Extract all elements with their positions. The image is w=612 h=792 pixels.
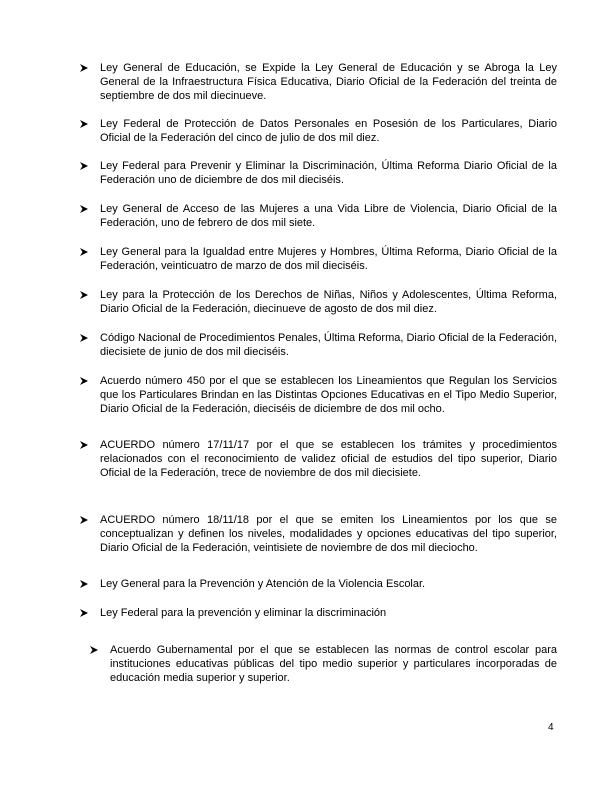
arrowhead-bullet-icon (80, 374, 92, 388)
list-item (80, 438, 557, 480)
list-item-text: Ley General de Educación, se Expide la Ley General de Educación y se Abroga la Ley General de la Infraestructura Física Educativa, Diario Oficial de la Federación del treinta de septiembre de dos mil diecinueve. (100, 62, 557, 102)
arrowhead-bullet-icon (80, 202, 92, 216)
list-item (90, 643, 557, 685)
page-number: 4 (548, 722, 554, 733)
list-item-text: Ley para la Protección de los Derechos de Niñas, Niños y Adolescentes, Última Reforma, Diario Oficial de la Federación, diecinueve de agosto de dos mil diez. (100, 289, 557, 315)
arrowhead-bullet-icon (80, 606, 92, 620)
list-item-text: Ley Federal para Prevenir y Eliminar la Discriminación, Última Reforma Diario Oficial de la Federación uno de diciembre de dos mil dieciséis. (100, 160, 557, 186)
list-item (80, 606, 557, 620)
list-item-text: ACUERDO número 17/11/17 por el que se establecen los trámites y procedimientos relacionados con el reconocimiento de validez oficial de estudios del tipo superior, Diario Oficial de la Federación, trece de noviembre de dos mil diecisiete. (100, 439, 557, 479)
arrowhead-bullet-icon (80, 438, 92, 452)
list-item (80, 331, 557, 359)
list-item-text: Acuerdo Gubernamental por el que se establecen las normas de control escolar para instituciones educativas públicas del tipo medio superior y particulares incorporadas de educación media superior y superior. (110, 644, 557, 684)
list-item-text: Ley General para la Igualdad entre Mujeres y Hombres, Última Reforma, Diario Oficial de la Federación, veinticuatro de marzo de dos mil dieciséis. (100, 246, 557, 272)
arrowhead-bullet-icon (80, 577, 92, 591)
list-item (80, 577, 557, 591)
arrowhead-bullet-icon (90, 643, 102, 657)
arrowhead-bullet-icon (80, 117, 92, 131)
arrowhead-bullet-icon (80, 159, 92, 173)
list-item (80, 117, 557, 145)
list-item (80, 159, 557, 187)
arrowhead-bullet-icon (80, 288, 92, 302)
list-item-text: Ley Federal de Protección de Datos Personales en Posesión de los Particulares, Diario Oficial de la Federación del cinco de julio de dos mil diez. (100, 118, 557, 144)
list-item-text: Acuerdo número 450 por el que se establecen los Lineamientos que Regulan los Servicios que los Particulares Brindan en las Distintas Opciones Educativas en el Tipo Medio Superior, Diario Oficial de la Federación, dieciséis de diciembre de dos mil ocho. (100, 375, 557, 415)
list-item (80, 374, 557, 416)
list-item (80, 513, 557, 555)
arrowhead-bullet-icon (80, 61, 92, 75)
list-item-text: Código Nacional de Procedimientos Penales, Última Reforma, Diario Oficial de la Federación, diecisiete de junio de dos mil dieciséis. (100, 332, 557, 358)
list-item (80, 61, 557, 103)
arrowhead-bullet-icon (80, 513, 92, 527)
arrowhead-bullet-icon (80, 331, 92, 345)
arrowhead-bullet-icon (80, 245, 92, 259)
list-item (80, 202, 557, 230)
list-item (80, 288, 557, 316)
list-item-text: Ley General de Acceso de las Mujeres a una Vida Libre de Violencia, Diario Oficial de la Federación, uno de febrero de dos mil siete. (100, 203, 557, 229)
list-item-text: ACUERDO número 18/11/18 por el que se emiten los Lineamientos por los que se conceptualizan y definen los niveles, modalidades y opciones educativas del tipo superior, Diario Oficial de la Federación, veintisiete de noviembre de dos mil dieciocho. (100, 514, 557, 554)
list-item (80, 245, 557, 273)
list-item-text: Ley General para la Prevención y Atención de la Violencia Escolar. (100, 578, 426, 590)
list-item-text: Ley Federal para la prevención y eliminar la discriminación (100, 607, 387, 619)
